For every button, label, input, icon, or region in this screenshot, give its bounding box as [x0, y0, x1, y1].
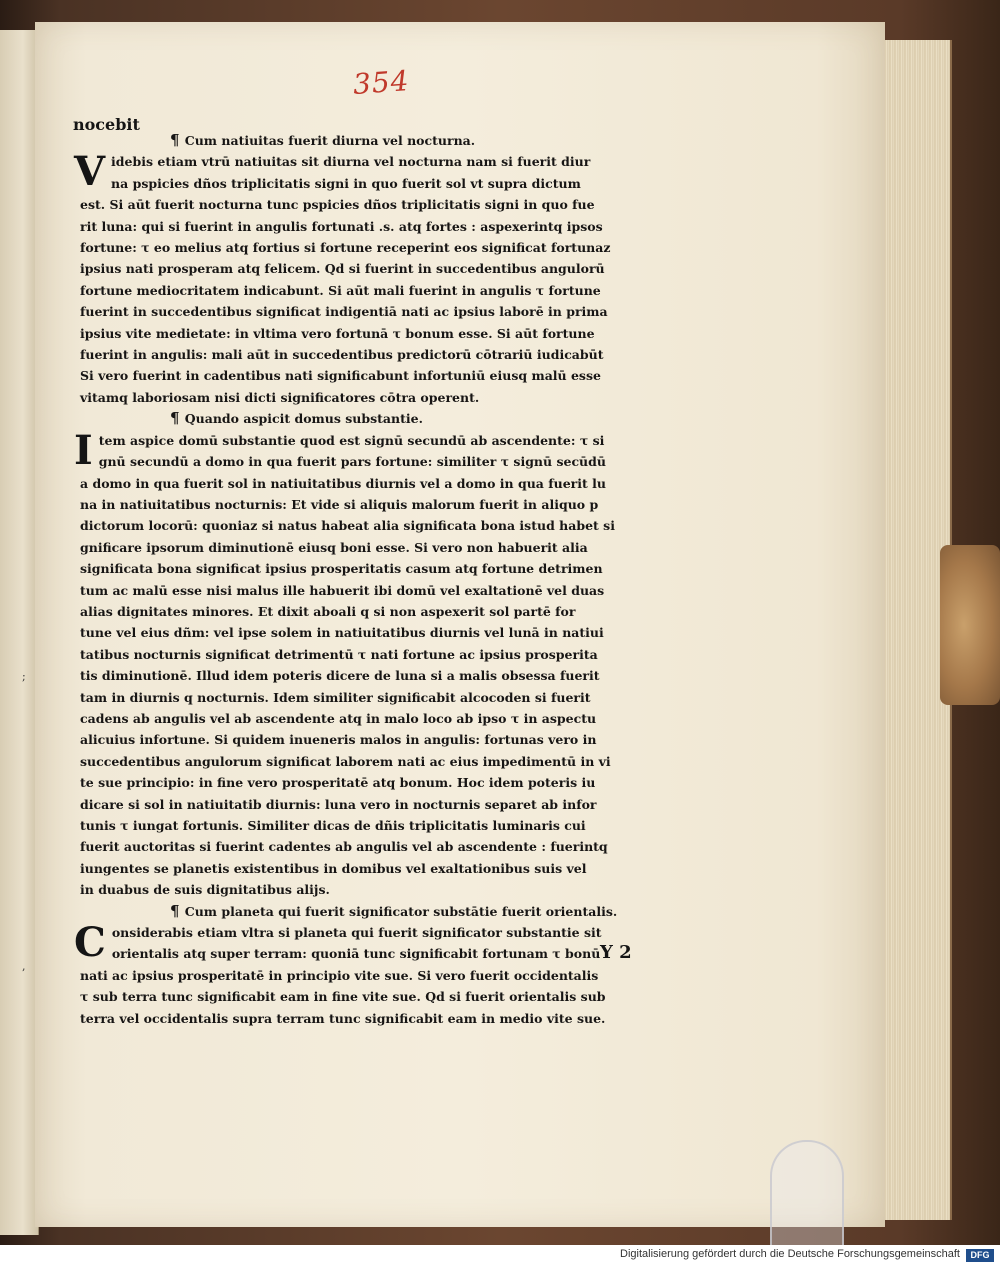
section-heading — [80, 130, 680, 151]
text-line: fuerint in succedentibus significat indigentiā nati ac ipsius laborē in prima — [80, 304, 608, 320]
main-text — [74, 130, 680, 1029]
text-line: iungentes se planetis existentibus in domibus vel exaltationibus suis vel — [80, 860, 587, 876]
section-body — [74, 426, 680, 901]
section-heading-text: Quando aspicit domus substantie. — [184, 411, 423, 427]
text-line: cadens ab angulis vel ab ascendente atq in malo loco ab ipso τ in aspectu — [80, 710, 597, 726]
text-line: te sue principio: in fine vero prosperitatē atq bonum. Hoc idem poteris iu — [80, 775, 596, 791]
pilcrow-icon: ¶ — [170, 409, 185, 428]
text-line: a domo in qua fuerit sol in natiuitatibus diurnis vel a domo in qua fuerit lu — [80, 475, 606, 491]
text-line: nati ac ipsius prosperitatē in principio vite sue. Si vero fuerit occidentalis — [80, 967, 599, 983]
text-line: fuerit auctoritas si fuerint cadentes ab angulis vel ab ascendente : fuerintq — [80, 839, 608, 855]
text-line: dicare si sol in natiuitatib diurnis: luna vero in nocturnis separet ab infor — [80, 796, 597, 812]
footer-credit: Digitalisierung gefördert durch die Deutsche Forschungsgemeinschaft — [620, 1248, 960, 1260]
text-line: rit luna: qui si fuerint in angulis fortunati .s. atq fortes : aspexerintq ipsos — [80, 218, 603, 234]
initial-letter: C — [74, 919, 106, 967]
text-line: succedentibus angulorum significat laborem nati ac eius impedimentū in vi — [80, 753, 611, 769]
folio-number: 354 — [351, 64, 411, 101]
text-line: alias dignitates minores. Et dixit aboali q si non aspexerit sol partē for — [80, 603, 576, 619]
text-line: significata bona significat ipsius prosperitatis casum atq fortune detrimen — [80, 561, 603, 577]
text-line: in duabus de suis dignitatibus alijs. — [80, 882, 330, 898]
text-line: τ sub terra tunc significabit eam in fine vite sue. Qd si fuerit orientalis sub — [80, 989, 606, 1005]
text-line: fortune mediocritatem indicabunt. Si aūt mali fuerint in angulis τ fortune — [80, 282, 601, 298]
text-line: onsiderabis etiam vltra si planeta qui fuerit significator substantie sit — [111, 925, 602, 941]
text-line: tunis τ iungat fortunis. Similiter dicas de dñis triplicitatis luminaris cui — [80, 818, 586, 833]
text-line: tatibus nocturnis significat detrimentū τ nati fortune ac ipsius prosperita — [80, 646, 598, 662]
margin-mark: ; — [22, 670, 26, 683]
text-line: dictorum locorū: quoniaz si natus habeat alia significata bona istud habet si — [80, 518, 615, 534]
margin-mark: , — [22, 960, 26, 973]
section-heading-text: Cum planeta qui fuerit significator substātie fuerit orientalis. — [184, 903, 618, 919]
section-body — [74, 148, 680, 408]
text-line: tis diminutionē. Illud idem poteris dicere de luna si a malis obsessa fuerit — [80, 668, 600, 684]
section-heading-text: Cum natiuitas fuerit diurna vel nocturna. — [184, 133, 476, 148]
initial-letter: I — [74, 426, 93, 474]
text-line: tum ac malū esse nisi malus ille habuerit ibi domū vel exaltationē vel duas — [80, 582, 605, 598]
text-line: est. Si aūt fuerit nocturna tunc pspicies dños triplicitatis signi in quo fue — [80, 197, 595, 213]
text-line: alicuius infortune. Si quidem inueneris malos in angulis: fortunas vero in — [80, 732, 597, 748]
section-heading — [80, 901, 680, 922]
text-line: idebis etiam vtrū natiuitas sit diurna vel nocturna nam si fuerit diur — [111, 154, 591, 170]
text-line: ipsius vite medietate: in vltima vero fortunā τ bonum esse. Si aūt fortune — [80, 325, 595, 341]
text-line: tam in diurnis q nocturnis. Idem similiter significabit alcocoden si fuerit — [80, 689, 591, 705]
text-line: tem aspice domū substantie quod est signū secundū ab ascendente: τ si — [98, 432, 605, 448]
text-line: na pspicies dños triplicitatis signi in quo fuerit sol vt supra dictum — [111, 175, 581, 191]
pilcrow-icon: ¶ — [170, 901, 185, 920]
text-line: Si vero fuerint in cadentibus nati significabunt infortuniū eiusq malū esse — [80, 368, 601, 384]
text-line: vitamq laboriosam nisi dicti significatores cōtra operent. — [80, 389, 480, 405]
initial-letter: V — [74, 148, 106, 196]
text-line: gnificare ipsorum diminutionē eiusq boni esse. Si vero non habuerit alia — [80, 539, 588, 555]
page-clip — [770, 1140, 844, 1245]
left-page-edge — [0, 30, 39, 1235]
bookmark-ribbon — [940, 545, 1000, 705]
pilcrow-icon: ¶ — [170, 131, 185, 149]
text-line: tune vel eius dñm: vel ipse solem in natiuitatibus diurnis vel lunā in natiui — [80, 625, 604, 641]
text-line: orientalis atq super terram: quoniā tunc significabit fortunam τ bonū — [111, 946, 601, 962]
catchword: nocebit — [73, 115, 140, 134]
footer-bar — [0, 1245, 1000, 1266]
dfg-logo: DFG — [966, 1249, 994, 1262]
text-line: fortune: τ eo melius atq fortius si fortune receperint eos significat fortunaz — [80, 240, 611, 256]
signature-mark: Y 2 — [600, 942, 632, 963]
text-line: terra vel occidentalis supra terram tunc significabit eam in medio vite sue. — [80, 1010, 606, 1026]
section-body — [74, 919, 680, 1029]
text-line: gnū secundū a domo in qua fuerit pars fortune: similiter τ signū secūdū — [98, 454, 606, 470]
section-heading — [80, 408, 680, 429]
text-line: fuerint in angulis: mali aūt in succedentibus predictorū cōtrariū iudicabūt — [80, 347, 604, 363]
text-line: ipsius nati prosperam atq felicem. Qd si fuerint in succedentibus angulorū — [80, 261, 605, 277]
text-line: na in natiuitatibus nocturnis: Et vide si aliquis malorum fuerit in aliquo p — [80, 496, 599, 512]
